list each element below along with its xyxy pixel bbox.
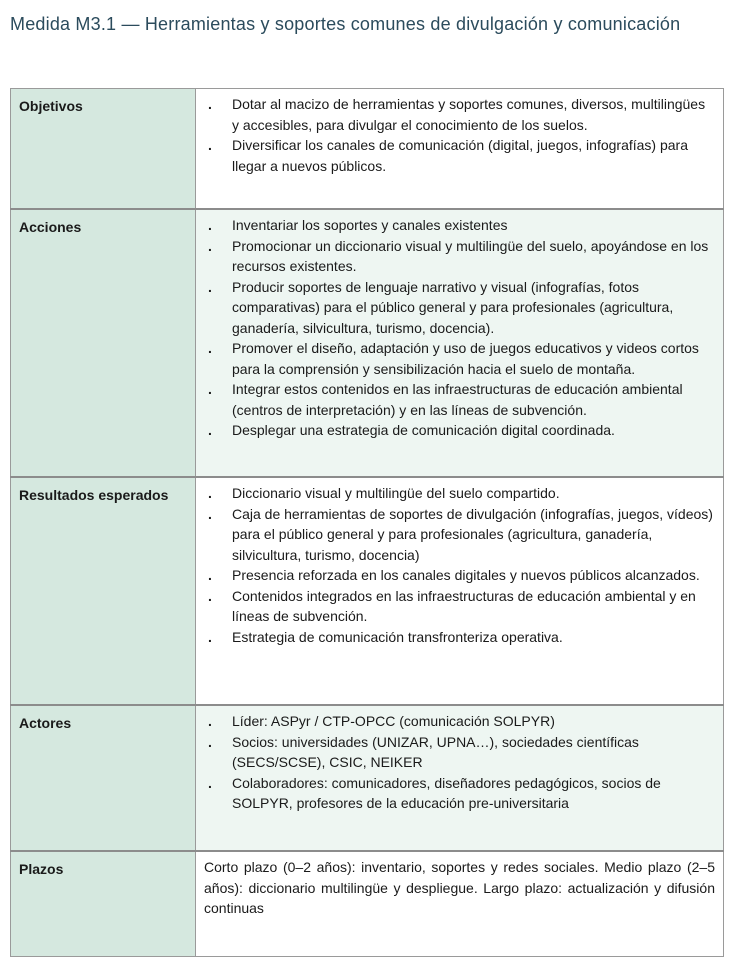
label-objetivos: Objetivos [11,89,196,210]
list-item-text: Presencia reforzada en los canales digitales y nuevos públicos alcanzados. [232,567,700,583]
bullet-dot: . [208,278,212,295]
list-item [204,215,715,236]
row-plazos [11,851,724,957]
list-item [204,277,715,339]
list-item-text: Promover el diseño, adaptación y uso de juegos educativos y videos cortos para la comprensión y sensibilización hacia el suelo de montaña. [232,340,699,377]
content-acciones [196,209,724,477]
list-item [204,338,715,379]
list-item [204,379,715,420]
row-resultados [11,477,724,705]
list-item [204,711,715,732]
list-item [204,586,715,627]
list-item [204,135,715,176]
list-item-text: Contenidos integrados en las infraestructuras de educación ambiental y en líneas de subvención. [232,587,696,624]
label-actores: Actores [11,705,196,851]
measure-title: Medida M3.1 — Herramientas y soportes comunes de divulgación y comunicación [10,14,681,34]
list-item-text: Colaboradores: comunicadores, diseñadores pedagógicos, socios de SOLPYR, profesores de la educación pre-universitaria [232,774,661,811]
list-item [204,773,715,814]
bullet-list [204,483,715,647]
list-item [204,504,715,566]
list-item-text: Dotar al macizo de herramientas y soportes comunes, diversos, multilingües y accesibles, para divulgar el conocimiento de los suelos. [232,96,706,133]
bullet-dot: . [208,587,212,604]
bullet-dot: . [208,340,212,356]
bullet-dot: . [208,137,212,153]
bullet-list [204,94,715,176]
list-item-text: Producir soportes de lenguaje narrativo y visual (infografías, fotos comparativas) para el público general y para profesionales (agricultura, ganadería, silvicultura, turismo, docencia). [232,278,674,336]
bullet-dot: . [208,422,212,438]
bullet-dot: . [208,774,212,791]
row-acciones [11,209,724,477]
row-actores [11,705,724,851]
bullet-dot: . [208,381,212,397]
list-item [204,236,715,277]
list-item-text: Estrategia de comunicación transfronteriza operativa. [232,628,563,645]
plazos-text: Corto plazo (0–2 años): inventario, soportes y redes sociales. Medio plazo (2–5 años): diccionario multilingüe y despliegue. Largo plazo: actualización y difusión continuas [204,859,715,916]
list-item-text: Líder: ASPyr / CTP-OPCC (comunicación SOLPYR) [232,713,555,729]
list-item [204,94,715,135]
content-actores [196,705,724,851]
list-item-text: Socios: universidades (UNIZAR, UPNA…), sociedades científicas (SECS/SCSE), CSIC, NEIKER [232,733,639,770]
bullet-dot: . [208,96,212,112]
bullet-dot: . [208,237,212,254]
list-item [204,420,715,441]
label-plazos: Plazos [11,851,196,957]
bullet-list [204,215,715,441]
bullet-dot: . [208,485,212,501]
row-objetivos [11,89,724,210]
bullet-dot: . [208,713,212,729]
list-item-text: Caja de herramientas de soportes de divulgación (infografías, juegos, vídeos) para el público general y para profesionales (agricultura, ganadería, silvicultura, turismo, docencia) [232,505,713,563]
list-item [204,565,715,586]
list-item-text: Diversificar los canales de comunicación (digital, juegos, infografías) para llegar a nuevos públicos. [232,137,688,174]
bullet-dot: . [208,505,212,522]
list-item-text: Desplegar una estrategia de comunicación digital coordinada. [232,422,615,438]
label-acciones: Acciones [11,209,196,477]
bullet-dot: . [208,567,212,583]
label-resultados: Resultados esperados [11,477,196,705]
bullet-list [204,711,715,814]
list-item-text: Inventariar los soportes y canales existentes [232,217,508,233]
list-item-text: Integrar estos contenidos en las infraestructuras de educación ambiental (centros de interpretación) y en las líneas de subvención. [232,381,683,418]
list-item-text: Promocionar un diccionario visual y multilingüe del suelo, apoyándose en los recursos existentes. [232,237,709,274]
list-item [204,627,715,648]
list-item-text: Diccionario visual y multilingüe del suelo compartido. [232,485,560,501]
content-objetivos [196,89,724,210]
bullet-dot: . [208,217,212,233]
bullet-dot: . [208,733,212,750]
bullet-dot: . [208,628,212,645]
list-item [204,483,715,504]
content-plazos [196,851,724,957]
list-item [204,732,715,773]
content-resultados [196,477,724,705]
measure-table [10,88,724,957]
